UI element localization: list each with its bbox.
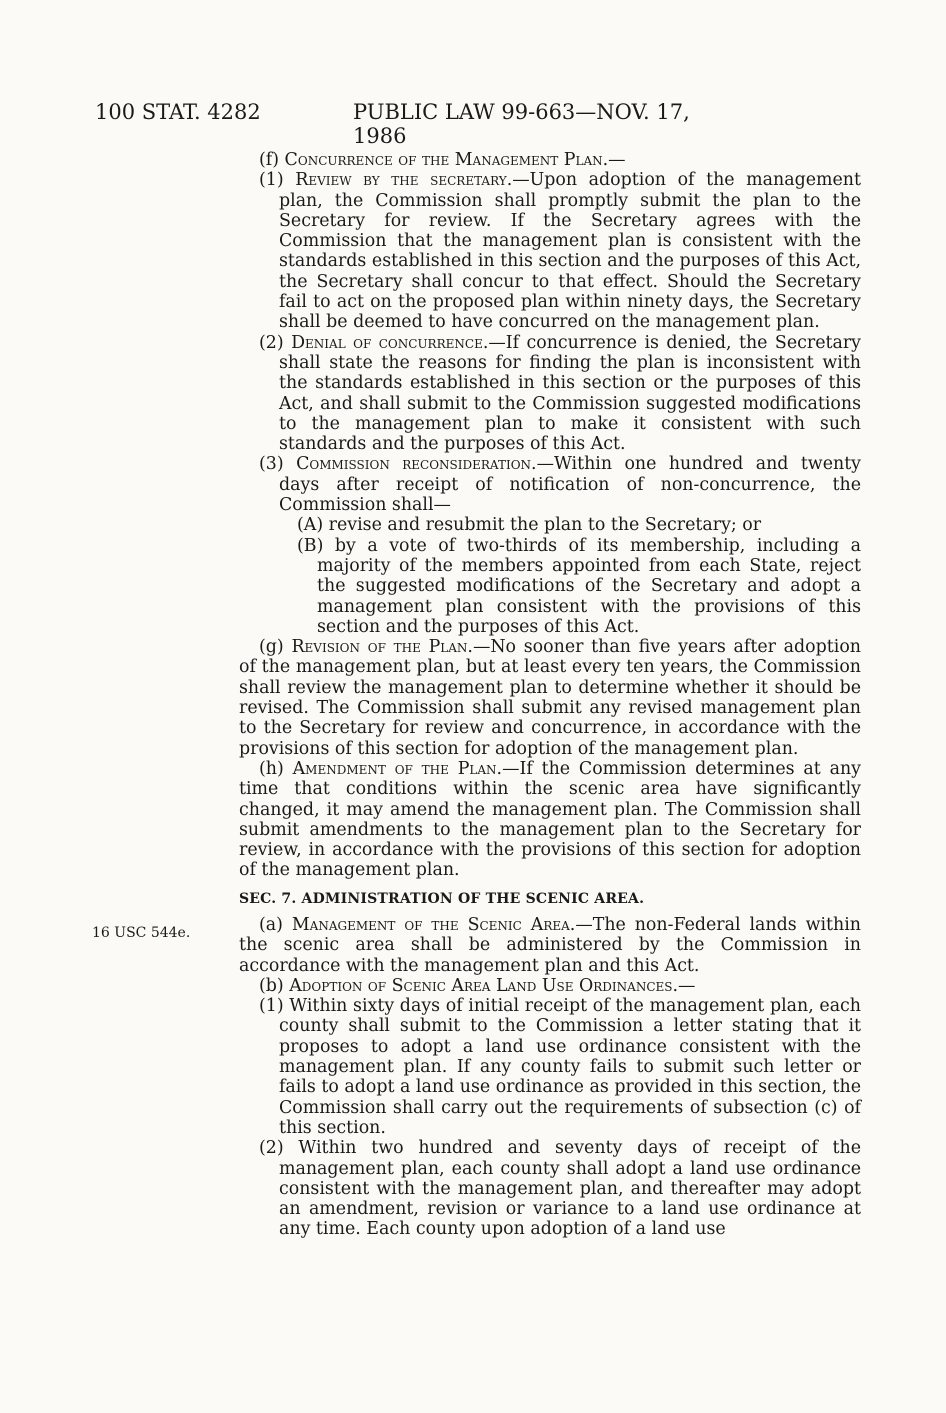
document-body — [239, 150, 861, 1240]
margin-note-usc: 16 USC 544e. — [92, 925, 191, 941]
subsection-f-heading: (f) Concurrence of the Management Plan.— — [259, 150, 626, 170]
subsection-h: (h) Amendment of the Plan.—If the Commission determines at any time that conditions within the scenic area have significantly changed, it may amend the management plan. The Commission shall submit amendments to the management plan to the Secretary for review, in accordance with the provisions of this section for adoption of the management plan. — [239, 758, 861, 881]
law-title: PUBLIC LAW 99-663—NOV. 17, 1986 — [353, 100, 690, 148]
subsection-g: (g) Revision of the Plan.—No sooner than five years after adoption of the management plan, but at least every ten years, the Commission shall review the management plan to determine whether it should be revised. The Commission shall submit any revised management plan to the Secretary for review and concurrence, in accordance with the provisions of this section for adoption of the management plan. — [239, 637, 861, 759]
paragraph-f3-a: (A) revise and resubmit the plan to the Secretary; or — [297, 515, 762, 536]
paragraph-f3: (3) Commission reconsideration.—Within one hundred and twenty days after receipt of notification of non-concurrence, the Commission shall— — [259, 454, 862, 516]
section-7-heading: SEC. 7. ADMINISTRATION OF THE SCENIC AREA. — [239, 890, 645, 907]
paragraph-b1: (1) Within sixty days of initial receipt of the management plan, each county shall submit to the Commission a letter stating that it proposes to adopt a land use ordinance consistent with the management plan. If any county fails to submit such letter or fails to adopt a land use ordinance as provided in this section, the Commission shall carry out the requirements of subsection (c) of this section. — [259, 996, 861, 1138]
page-header — [95, 100, 745, 148]
subsection-b-heading: (b) Adoption of Scenic Area Land Use Ordinances.— — [259, 975, 696, 996]
paragraph-f1: (1) Review by the secretary.—Upon adoption of the management plan, the Commission shall promptly submit the plan to the Secretary for review. If the Secretary agrees with the Commission that the management plan is consistent with the standards established in this section and the purposes of this Act, the Secretary shall concur to that effect. Should the Secretary fail to act on the proposed plan within ninety days, the Secretary shall be deemed to have concurred on the management plan. — [259, 170, 861, 333]
stat-reference: 100 STAT. 4282 — [95, 100, 261, 124]
paragraph-b2: (2) Within two hundred and seventy days of receipt of the management plan, each county shall adopt a land use ordinance consistent with the management plan, and thereafter may adopt an amendment, revision or variance to a land use ordinance at any time. Each county upon adoption of a land use — [259, 1138, 861, 1240]
paragraph-f2: (2) Denial of concurrence.—If concurrence is denied, the Secretary shall state the reasons for finding the plan is inconsistent with the standards established in this section or the purposes of this Act, and shall submit to the Commission suggested modifications to the management plan to make it consistent with such standards and the purposes of this Act. — [259, 332, 861, 455]
paragraph-f3-b: (B) by a vote of two-thirds of its membership, including a majority of the members appointed from each State, reject the suggested modifications of the Secretary and adopt a management plan consistent with the provisions of this section and the purposes of this Act. — [297, 535, 861, 637]
subsection-a: (a) Management of the Scenic Area.—The non-Federal lands within the scenic area shall be administered by the Commission in accordance with the management plan and this Act. — [239, 914, 861, 976]
